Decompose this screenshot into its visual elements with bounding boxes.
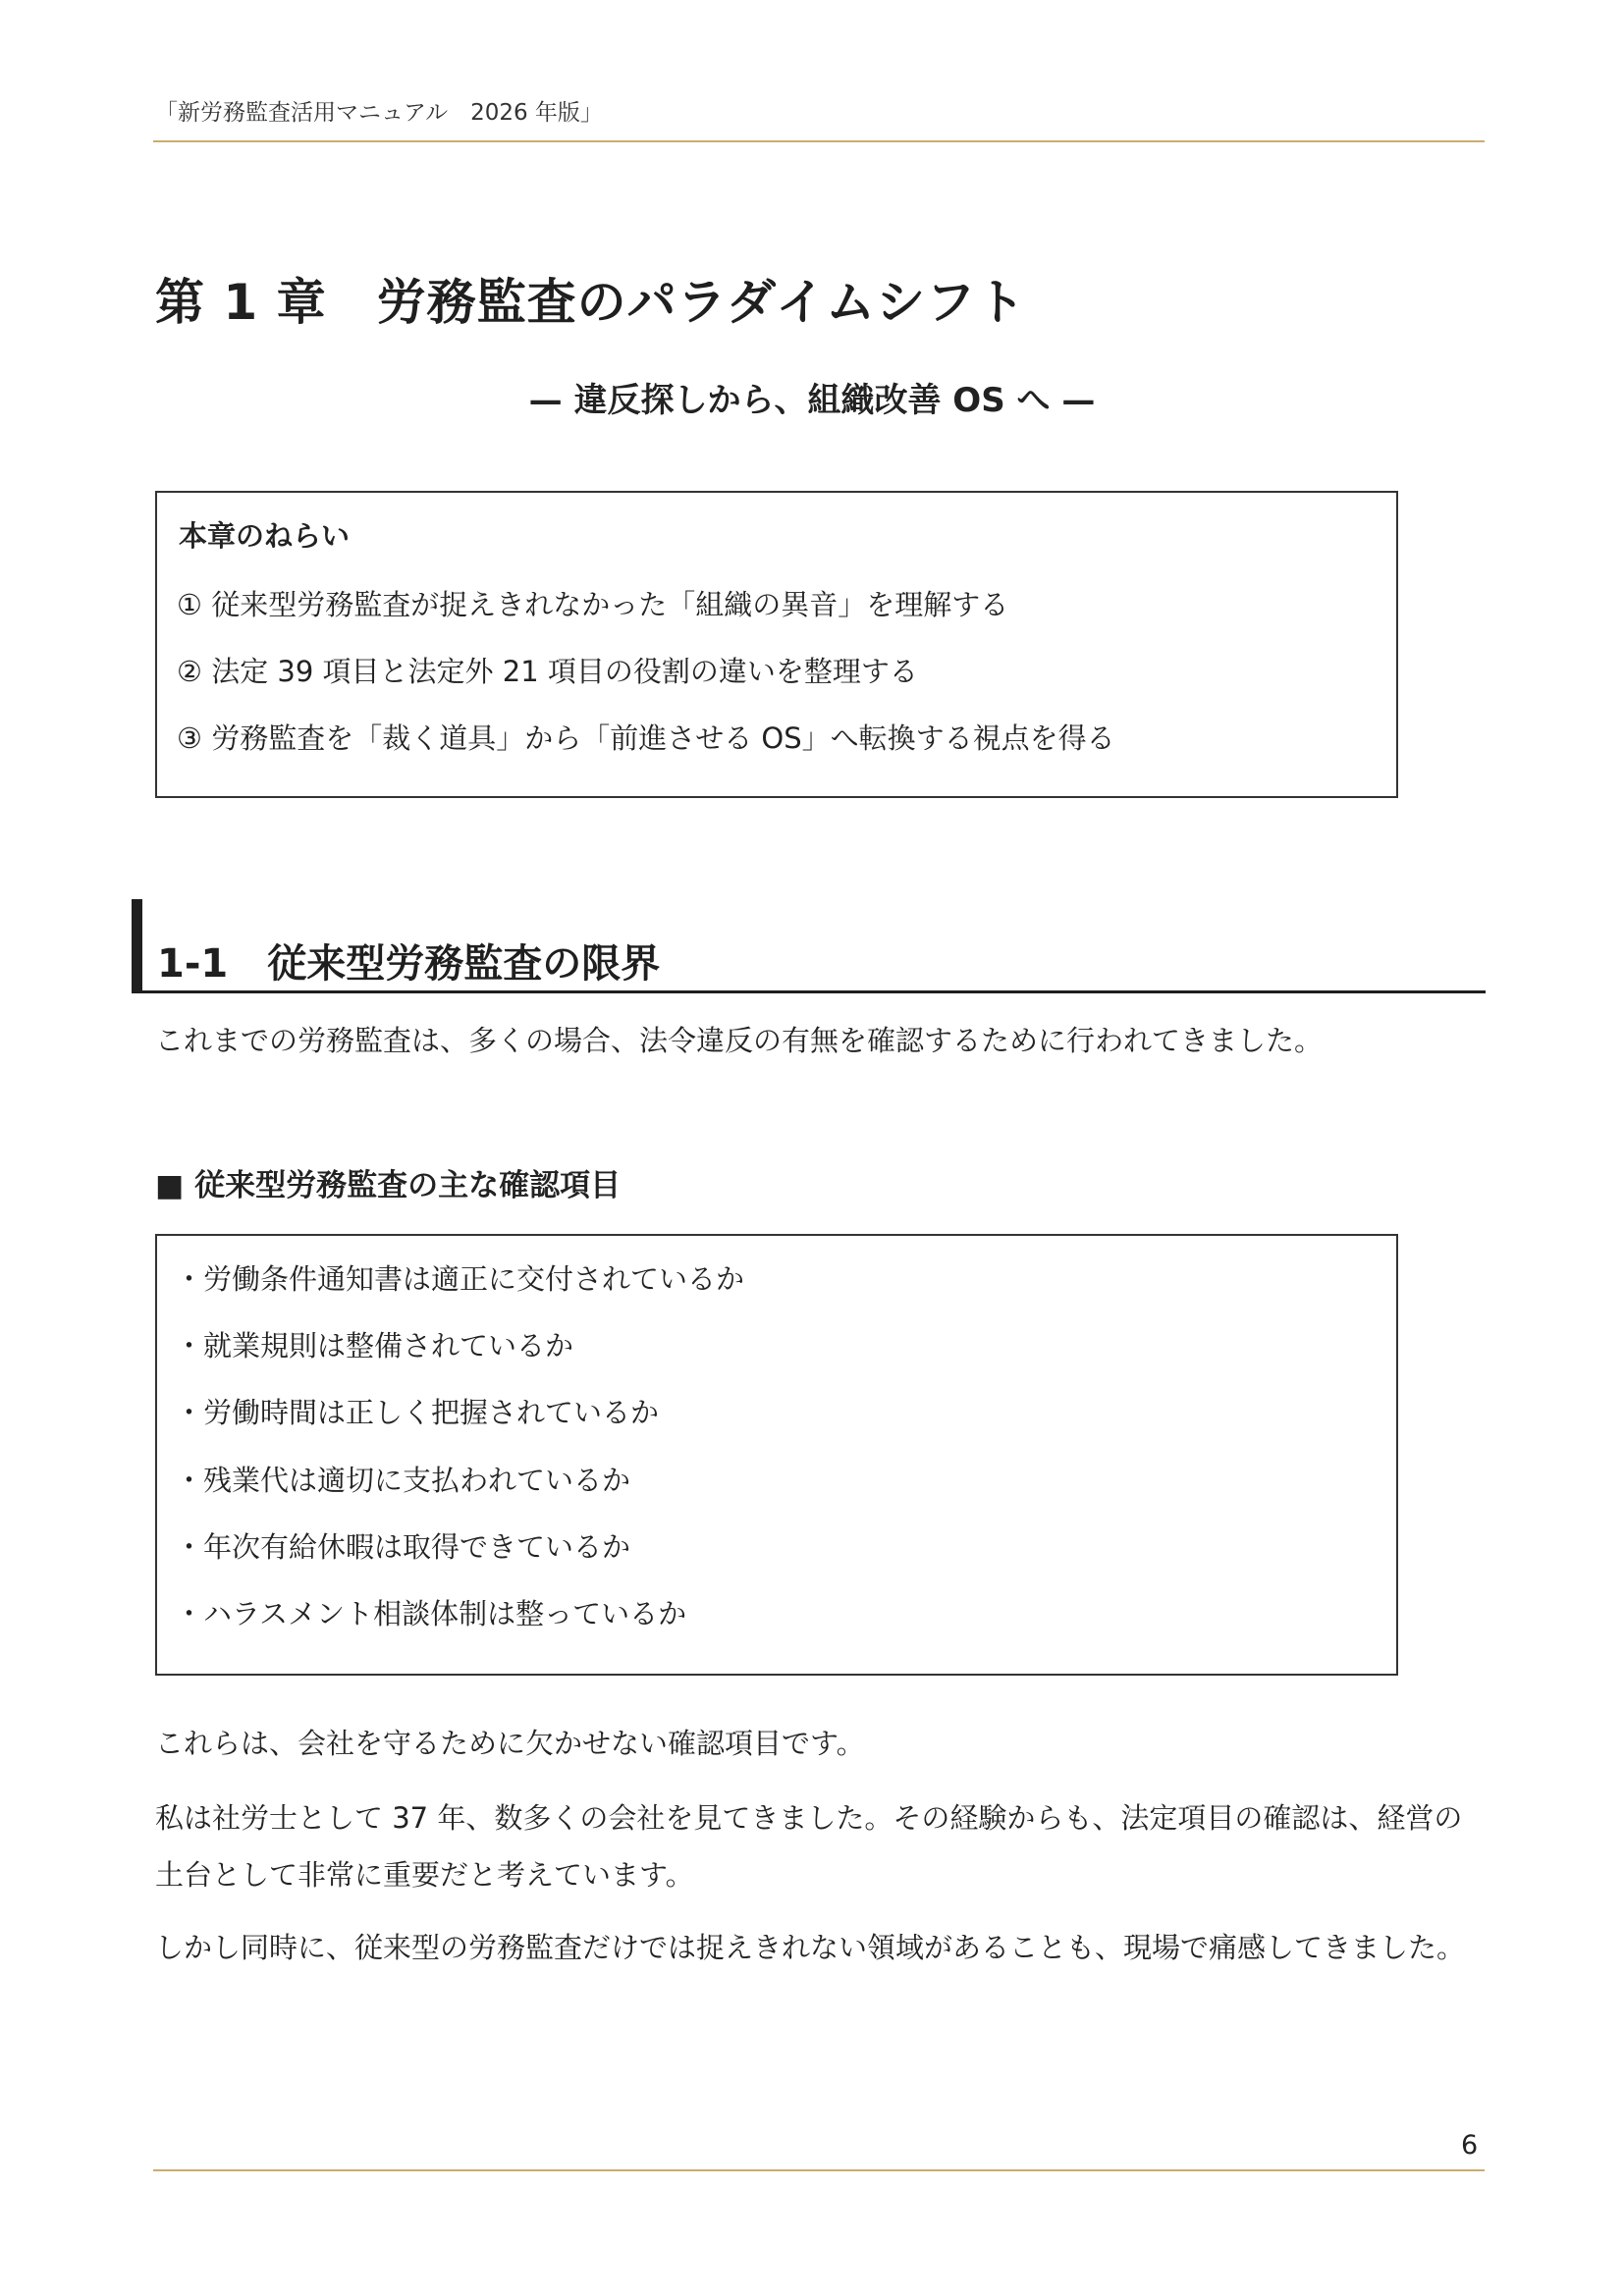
objectives-box xyxy=(155,491,1398,798)
running-header: 「新労務監査活用マニュアル 2026 年版」 xyxy=(155,100,603,126)
body-paragraph: 私は社労士として 37 年、数多くの会社を見てきました。その経験からも、法定項目の確認は、経営の xyxy=(155,1801,1463,1835)
checklist-item: ・ハラスメント相談体制は整っているか xyxy=(175,1597,687,1630)
checklist-item: ・労働条件通知書は適正に交付されているか xyxy=(175,1262,745,1296)
body-paragraph: これらは、会社を守るために欠かせない確認項目です。 xyxy=(155,1727,865,1760)
body-paragraph: しかし同時に、従来型の労務監査だけでは捉えきれない領域があることも、現場で痛感してきました。 xyxy=(155,1931,1466,1964)
objective-item: ① 従来型労務監査が捉えきれなかった「組織の異音」を理解する xyxy=(177,588,1009,621)
chapter-title: 第 1 章 労務監査のパラダイムシフト xyxy=(155,274,1027,331)
checklist-heading: ■ 従来型労務監査の主な確認項目 xyxy=(155,1168,622,1203)
section-title: 1-1 従来型労務監査の限界 xyxy=(157,941,661,987)
section-intro: これまでの労務監査は、多くの場合、法令違反の有無を確認するために行われてきました。 xyxy=(155,1024,1324,1057)
checklist-item: ・残業代は適切に支払われているか xyxy=(175,1464,631,1497)
objective-item: ② 法定 39 項目と法定外 21 項目の役割の違いを整理する xyxy=(177,655,918,688)
footer-divider xyxy=(153,2169,1485,2171)
checklist-item: ・労働時間は正しく把握されているか xyxy=(175,1396,660,1429)
objectives-title: 本章のねらい xyxy=(179,519,351,553)
body-paragraph: 土台として非常に重要だと考えています。 xyxy=(155,1858,694,1892)
section-heading-bar xyxy=(132,899,142,993)
checklist-item: ・就業規則は整備されているか xyxy=(175,1329,574,1362)
checklist-box xyxy=(155,1234,1398,1676)
header-divider xyxy=(153,140,1485,142)
section-underline xyxy=(142,990,1486,993)
objective-item: ③ 労務監査を「裁く道具」から「前進させる OS」へ転換する視点を得る xyxy=(177,721,1115,755)
checklist-item: ・年次有給休暇は取得できているか xyxy=(175,1530,631,1564)
page-number: 6 xyxy=(1461,2130,1479,2161)
chapter-subtitle: — 違反探しから、組織改善 OS へ — xyxy=(528,381,1096,420)
